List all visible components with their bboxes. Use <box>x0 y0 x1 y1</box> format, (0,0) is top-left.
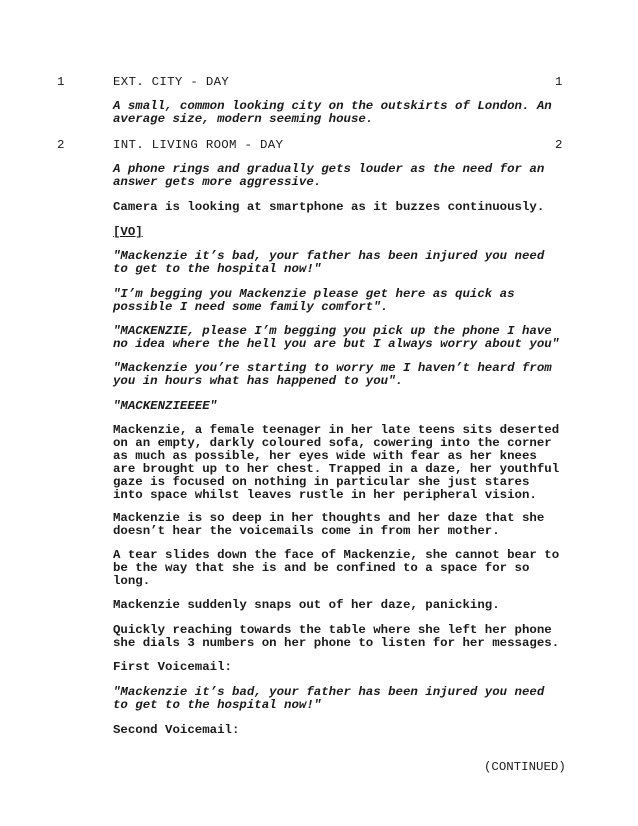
scene-heading-1 <box>0 74 638 90</box>
scene-number-left: 1 <box>57 75 65 89</box>
scene-heading-2 <box>0 137 638 153</box>
action-deep-in-thoughts: Mackenzie is so deep in her thoughts and her daze that she doesn’t hear the voicemails come in from her mother. <box>113 511 545 538</box>
scene-number-right: 2 <box>555 138 563 152</box>
voiceover-label: [VO] <box>113 225 143 239</box>
voicemail-line-1: "Mackenzie it’s bad, your father has been injured you need to get to the hospital now!" <box>113 249 545 276</box>
action-tear-slides: A tear slides down the face of Mackenzie, she cannot bear to be the way that she is and be confined to a space for so long. <box>113 548 560 588</box>
action-mackenzie-description: Mackenzie, a female teenager in her late teens sits deserted on an empty, darkly coloured sofa, cowering into the corner as much as possible, her eyes wide with fear as her knees are brought up to her chest. Trapped in a daze, her youthful gaze is focused on nothing in particular she just stares into space whilst leaves rustle in her peripheral vision. <box>113 423 560 502</box>
continued-marker: (CONTINUED) <box>484 760 566 774</box>
voicemail-line-5: "MACKENZIEEEE" <box>113 399 218 413</box>
voicemail-line-4: "Mackenzie you’re starting to worry me I haven’t heard from you in hours what has happened to you". <box>113 361 552 388</box>
scene-number-right: 1 <box>555 75 563 89</box>
voicemail-line-2: "I’m begging you Mackenzie please get here as quick as possible I need some family comfort". <box>113 287 515 314</box>
first-voicemail-line: "Mackenzie it’s bad, your father has been injured you need to get to the hospital now!" <box>113 685 545 712</box>
action-phone-rings: A phone rings and gradually gets louder as the need for an answer gets more aggressive. <box>113 162 545 189</box>
action-snaps-out: Mackenzie suddenly snaps out of her daze, panicking. <box>113 598 500 612</box>
scene-heading-text: INT. LIVING ROOM - DAY <box>113 138 284 152</box>
second-voicemail-label: Second Voicemail: <box>113 723 240 737</box>
action-establishing-city: A small, common looking city on the outskirts of London. An average size, modern seeming house. <box>113 99 552 126</box>
voicemail-line-3: "MACKENZIE, please I’m begging you pick up the phone I have no idea where the hell you are but I always worry about you" <box>113 324 560 351</box>
action-camera: Camera is looking at smartphone as it buzzes continuously. <box>113 200 545 214</box>
scene-number-left: 2 <box>57 138 65 152</box>
scene-heading-text: EXT. CITY - DAY <box>113 75 230 89</box>
first-voicemail-label: First Voicemail: <box>113 660 232 674</box>
action-reaching-phone: Quickly reaching towards the table where she left her phone she dials 3 numbers on her phone to listen for her messages. <box>113 623 560 650</box>
